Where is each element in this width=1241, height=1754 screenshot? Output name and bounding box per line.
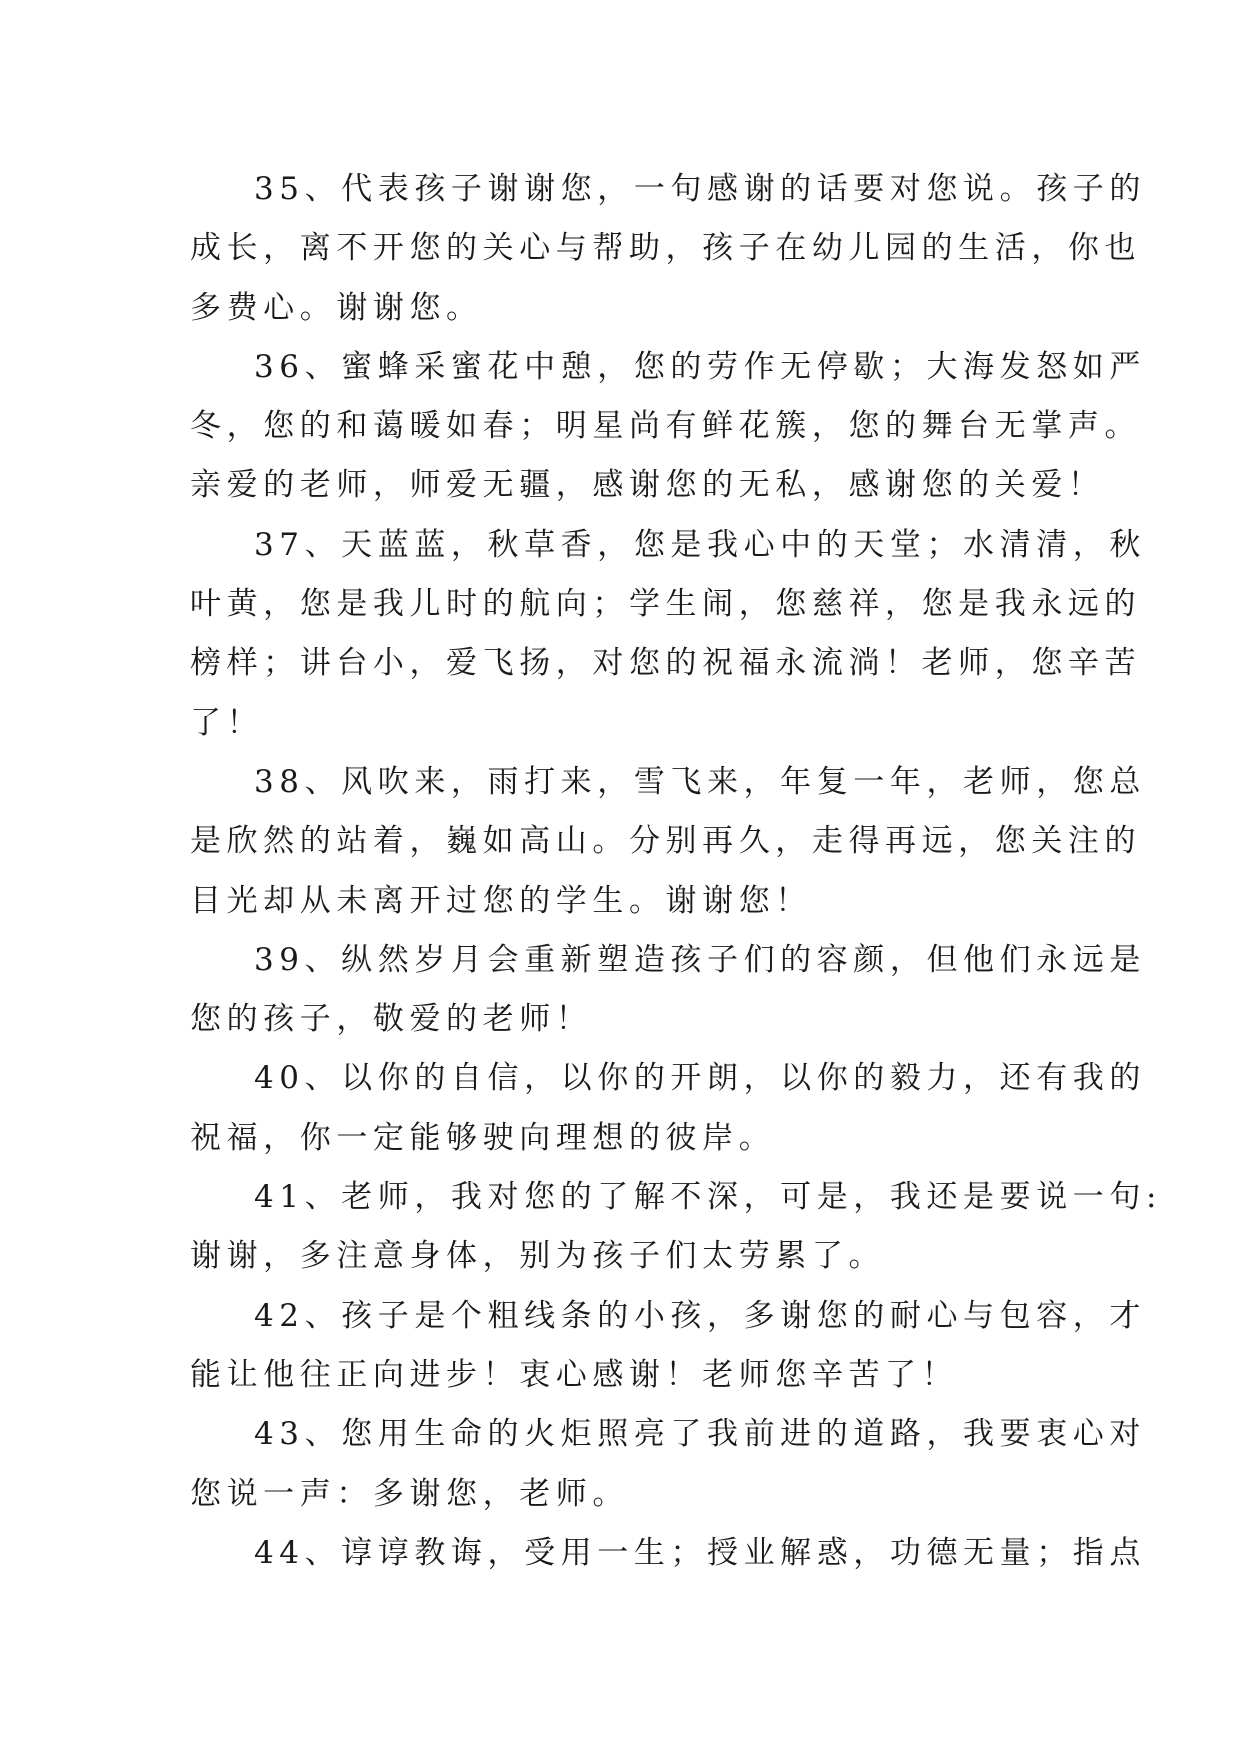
paragraph-44 xyxy=(190,1524,1146,1583)
paragraph-line: 35、代表孩子谢谢您，一句感谢的话要对您说。孩子的 xyxy=(254,171,1146,207)
paragraph-line: 40、以你的自信，以你的开朗，以你的毅力，还有我的 xyxy=(254,1060,1146,1097)
paragraph-line: 冬，您的和蔼暖如春；明星尚有鲜花簇，您的舞台无掌声。 xyxy=(190,408,1142,445)
paragraph-line: 42、孩子是个粗线条的小孩，多谢您的耐心与包容，才 xyxy=(254,1297,1146,1334)
paragraph-39 xyxy=(190,931,1146,1050)
paragraph-line: 您说一声：多谢您，老师。 xyxy=(190,1475,629,1512)
paragraph-41 xyxy=(190,1168,1162,1287)
paragraph-line: 亲爱的老师，师爱无疆，感谢您的无私，感谢您的关爱！ xyxy=(190,467,1105,504)
paragraph-37 xyxy=(190,516,1146,753)
paragraph-line: 榜样；讲台小，爱飞扬，对您的祝福永流淌！老师，您辛苦 xyxy=(190,645,1142,682)
paragraph-line: 叶黄，您是我儿时的航向；学生闹，您慈祥，您是我永远的 xyxy=(190,586,1142,623)
paragraph-line: 39、纵然岁月会重新塑造孩子们的容颜，但他们永远是 xyxy=(254,941,1146,978)
paragraph-line: 41、老师，我对您的了解不深，可是，我还是要说一句: xyxy=(254,1179,1162,1216)
paragraph-line: 成长，离不开您的关心与帮助，孩子在幼儿园的生活，你也 xyxy=(190,230,1142,267)
paragraph-line: 祝福，你一定能够驶向理想的彼岸。 xyxy=(190,1119,776,1156)
paragraph-38 xyxy=(190,753,1146,931)
paragraph-line: 37、天蓝蓝，秋草香，您是我心中的天堂；水清清，秋 xyxy=(254,526,1146,563)
document-body xyxy=(190,160,1162,1583)
paragraph-line: 43、您用生命的火炬照亮了我前进的道路，我要衷心对 xyxy=(254,1416,1146,1453)
paragraph-43 xyxy=(190,1405,1146,1524)
paragraph-40 xyxy=(190,1049,1146,1168)
paragraph-line: 36、蜜蜂采蜜花中憩，您的劳作无停歇；大海发怒如严 xyxy=(254,348,1146,385)
paragraph-42 xyxy=(190,1287,1146,1406)
paragraph-line: 44、谆谆教诲，受用一生；授业解惑，功德无量；指点 xyxy=(254,1534,1146,1571)
paragraph-line: 谢谢，多注意身体，别为孩子们太劳累了。 xyxy=(190,1238,886,1275)
paragraph-36 xyxy=(190,338,1146,516)
paragraph-line: 38、风吹来，雨打来，雪飞来，年复一年，老师，您总 xyxy=(254,763,1146,800)
paragraph-line: 是欣然的站着，巍如高山。分别再久，走得再远，您关注的 xyxy=(190,823,1142,860)
paragraph-line: 能让他往正向进步！衷心感谢！老师您辛苦了！ xyxy=(190,1356,959,1393)
paragraph-35 xyxy=(190,160,1146,338)
paragraph-line: 您的孩子，敬爱的老师！ xyxy=(190,1001,593,1038)
paragraph-line: 目光却从未离开过您的学生。谢谢您！ xyxy=(190,882,812,919)
paragraph-line: 了！ xyxy=(190,704,264,741)
paragraph-line: 多费心。谢谢您。 xyxy=(190,289,483,326)
